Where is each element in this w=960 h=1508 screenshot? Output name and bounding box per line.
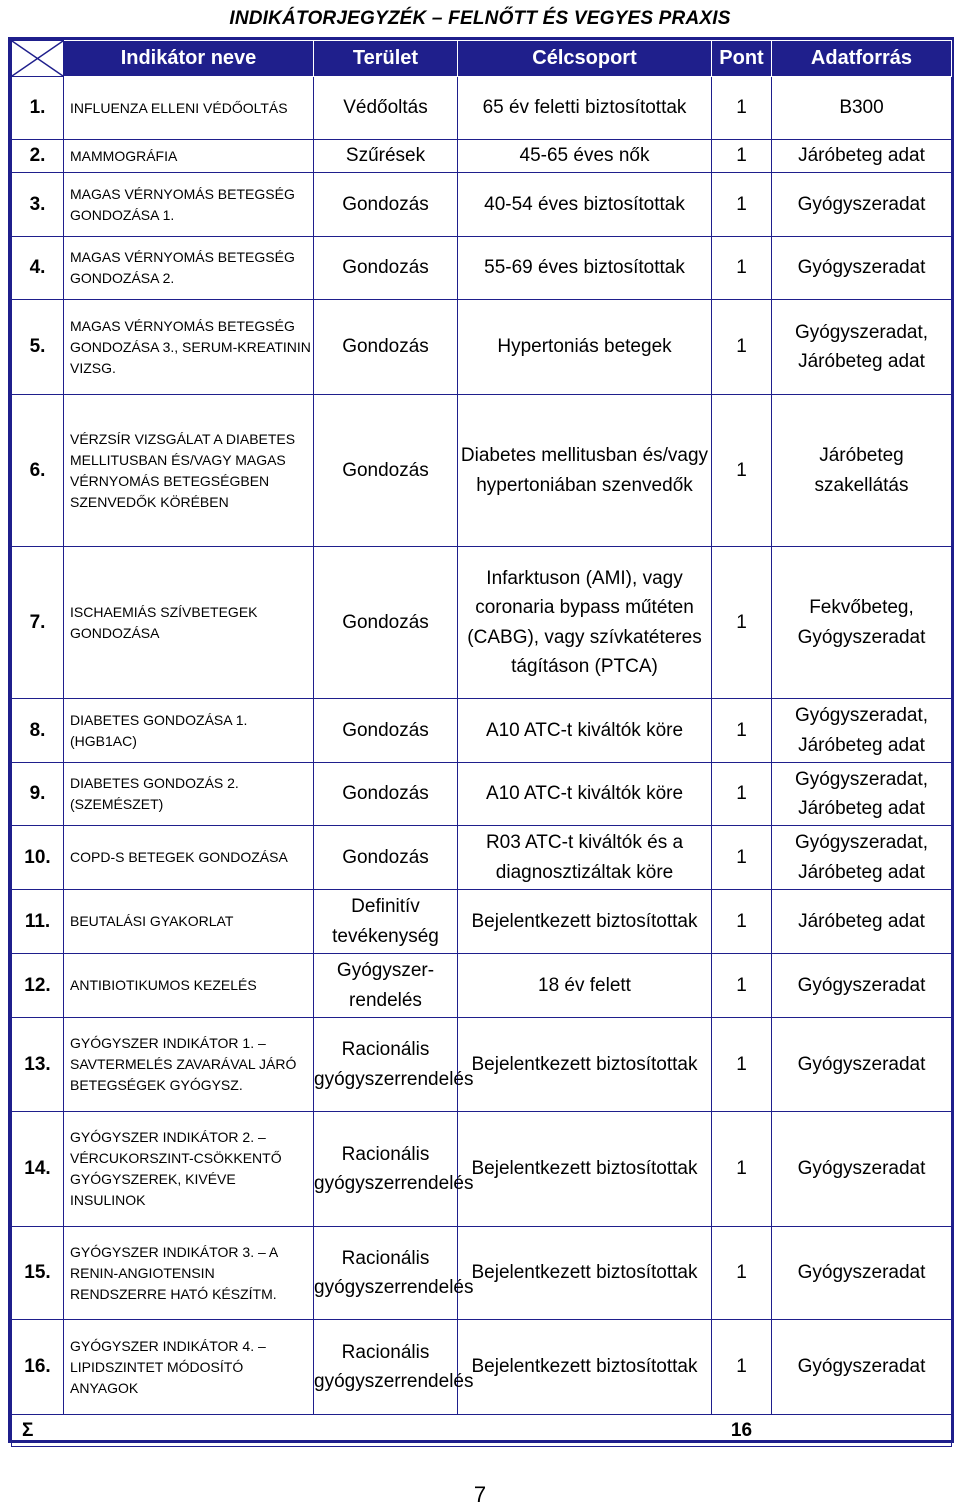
indicator-table-frame — [8, 37, 954, 1443]
indicator-source: Gyógyszeradat — [772, 173, 952, 237]
indicator-points: 1 — [712, 1320, 772, 1415]
indicator-source: Gyógyszeradat — [772, 954, 952, 1018]
row-number: 12. — [12, 954, 64, 1018]
indicator-points: 1 — [712, 547, 772, 699]
indicator-target: Bejelentkezett biztosítottak — [458, 1320, 712, 1415]
indicator-target: A10 ATC-t kiváltók köre — [458, 763, 712, 826]
indicator-name: DIABETES GONDOZÁSA 1. (HGB1AC) — [64, 699, 314, 763]
row-number: 3. — [12, 173, 64, 237]
indicator-source: Járóbeteg szakellátás — [772, 395, 952, 547]
indicator-target: 45-65 éves nők — [458, 140, 712, 173]
indicator-target: A10 ATC-t kiváltók köre — [458, 699, 712, 763]
indicator-points: 1 — [712, 1227, 772, 1320]
row-number: 8. — [12, 699, 64, 763]
indicator-name: VÉRZSÍR VIZSGÁLAT A DIABETES MELLITUSBAN ÉS/VAGY MAGAS VÉRNYOMÁS BETEGSÉGBEN SZENVEDŐK KÖRÉBEN — [64, 395, 314, 547]
table-row — [12, 763, 952, 826]
indicator-source: Gyógyszeradat — [772, 1112, 952, 1227]
indicator-target: 65 év feletti biztosítottak — [458, 77, 712, 140]
table-header-row — [12, 41, 952, 77]
indicator-table — [11, 40, 952, 1447]
indicator-area: Gondozás — [314, 173, 458, 237]
row-number: 1. — [12, 77, 64, 140]
indicator-area: Racionális gyógyszerrendelés — [314, 1320, 458, 1415]
row-number: 4. — [12, 237, 64, 300]
indicator-target: Bejelentkezett biztosítottak — [458, 890, 712, 954]
sum-trailing — [772, 1415, 952, 1447]
indicator-area: Gondozás — [314, 826, 458, 890]
header-points: Pont — [712, 41, 772, 77]
indicator-name: MAGAS VÉRNYOMÁS BETEGSÉG GONDOZÁSA 3., SERUM-KREATININ VIZSG. — [64, 300, 314, 395]
indicator-target: Bejelentkezett biztosítottak — [458, 1018, 712, 1112]
indicator-target: 55-69 éves biztosítottak — [458, 237, 712, 300]
table-row — [12, 826, 952, 890]
indicator-name: GYÓGYSZER INDIKÁTOR 4. – LIPIDSZINTET MÓDOSÍTÓ ANYAGOK — [64, 1320, 314, 1415]
indicator-points: 1 — [712, 890, 772, 954]
indicator-area: Védőoltás — [314, 77, 458, 140]
table-row — [12, 77, 952, 140]
indicator-target: Bejelentkezett biztosítottak — [458, 1112, 712, 1227]
indicator-source: Gyógyszeradat, Járóbeteg adat — [772, 300, 952, 395]
table-row — [12, 395, 952, 547]
indicator-area: Gondozás — [314, 699, 458, 763]
table-row — [12, 1018, 952, 1112]
indicator-source: Fekvőbeteg, Gyógyszeradat — [772, 547, 952, 699]
row-number: 16. — [12, 1320, 64, 1415]
indicator-name: MAMMOGRÁFIA — [64, 140, 314, 173]
indicator-name: BEUTALÁSI GYAKORLAT — [64, 890, 314, 954]
table-row — [12, 699, 952, 763]
table-row — [12, 890, 952, 954]
indicator-area: Gondozás — [314, 237, 458, 300]
indicator-area: Gondozás — [314, 547, 458, 699]
header-area: Terület — [314, 41, 458, 77]
indicator-target: Hypertoniás betegek — [458, 300, 712, 395]
indicator-source: Gyógyszeradat — [772, 1320, 952, 1415]
table-row — [12, 547, 952, 699]
indicator-source: Járóbeteg adat — [772, 890, 952, 954]
header-indicator-name: Indikátor neve — [64, 41, 314, 77]
indicator-name: ANTIBIOTIKUMOS KEZELÉS — [64, 954, 314, 1018]
indicator-points: 1 — [712, 173, 772, 237]
table-row — [12, 1112, 952, 1227]
sum-row — [12, 1415, 952, 1447]
indicator-area: Racionális gyógyszerrendelés — [314, 1227, 458, 1320]
indicator-target: Diabetes mellitusban és/vagy hypertoniában szenvedők — [458, 395, 712, 547]
indicator-points: 1 — [712, 699, 772, 763]
row-number: 7. — [12, 547, 64, 699]
indicator-source: Gyógyszeradat — [772, 1018, 952, 1112]
row-number: 11. — [12, 890, 64, 954]
table-row — [12, 140, 952, 173]
indicator-source: B300 — [772, 77, 952, 140]
indicator-source: Gyógyszeradat — [772, 237, 952, 300]
sum-symbol: Σ — [12, 1415, 64, 1447]
indicator-area: Gondozás — [314, 763, 458, 826]
page-title: INDIKÁTORJEGYZÉK – FELNŐTT ÉS VEGYES PRAXIS — [229, 8, 731, 29]
indicator-source: Gyógyszeradat, Járóbeteg adat — [772, 826, 952, 890]
indicator-name: ISCHAEMIÁS SZÍVBETEGEK GONDOZÁSA — [64, 547, 314, 699]
row-number: 9. — [12, 763, 64, 826]
indicator-source: Gyógyszeradat, Járóbeteg adat — [772, 699, 952, 763]
table-row — [12, 1227, 952, 1320]
indicator-target: 18 év felett — [458, 954, 712, 1018]
indicator-area: Definitív tevékenység — [314, 890, 458, 954]
indicator-points: 1 — [712, 1112, 772, 1227]
sum-spacer — [64, 1415, 712, 1447]
indicator-target: Infarktuson (AMI), vagy coronaria bypass műtéten (CABG), vagy szívkatéteres tágításon (PTCA) — [458, 547, 712, 699]
indicator-name: MAGAS VÉRNYOMÁS BETEGSÉG GONDOZÁSA 1. — [64, 173, 314, 237]
row-number: 10. — [12, 826, 64, 890]
indicator-area: Szűrések — [314, 140, 458, 173]
row-number: 15. — [12, 1227, 64, 1320]
indicator-points: 1 — [712, 77, 772, 140]
indicator-points: 1 — [712, 954, 772, 1018]
indicator-area: Racionális gyógyszerrendelés — [314, 1112, 458, 1227]
header-target-group: Célcsoport — [458, 41, 712, 77]
indicator-name: INFLUENZA ELLENI VÉDŐOLTÁS — [64, 77, 314, 140]
indicator-name: DIABETES GONDOZÁS 2. (SZEMÉSZET) — [64, 763, 314, 826]
indicator-points: 1 — [712, 1018, 772, 1112]
indicator-area: Gondozás — [314, 300, 458, 395]
indicator-name: GYÓGYSZER INDIKÁTOR 3. – A RENIN-ANGIOTENSIN RENDSZERRE HATÓ KÉSZÍTM. — [64, 1227, 314, 1320]
table-row — [12, 1320, 952, 1415]
indicator-source: Gyógyszeradat — [772, 1227, 952, 1320]
row-number: 2. — [12, 140, 64, 173]
row-number: 6. — [12, 395, 64, 547]
indicator-points: 1 — [712, 237, 772, 300]
indicator-source: Gyógyszeradat, Járóbeteg adat — [772, 763, 952, 826]
sum-total: 16 — [712, 1415, 772, 1447]
indicator-points: 1 — [712, 826, 772, 890]
indicator-area: Gondozás — [314, 395, 458, 547]
indicator-name: COPD-S BETEGEK GONDOZÁSA — [64, 826, 314, 890]
cross-icon — [12, 41, 63, 76]
table-row — [12, 173, 952, 237]
indicator-target: Bejelentkezett biztosítottak — [458, 1227, 712, 1320]
row-number: 14. — [12, 1112, 64, 1227]
indicator-name: GYÓGYSZER INDIKÁTOR 2. – VÉRCUKORSZINT-CSÖKKENTŐ GYÓGYSZEREK, KIVÉVE INSULINOK — [64, 1112, 314, 1227]
indicator-name: GYÓGYSZER INDIKÁTOR 1. – SAVTERMELÉS ZAVARÁVAL JÁRÓ BETEGSÉGEK GYÓGYSZ. — [64, 1018, 314, 1112]
header-data-source: Adatforrás — [772, 41, 952, 77]
table-row — [12, 237, 952, 300]
indicator-points: 1 — [712, 395, 772, 547]
page-number: 7 — [473, 1482, 487, 1507]
indicator-target: 40-54 éves biztosítottak — [458, 173, 712, 237]
indicator-area: Racionális gyógyszerrendelés — [314, 1018, 458, 1112]
row-number: 5. — [12, 300, 64, 395]
indicator-points: 1 — [712, 140, 772, 173]
indicator-points: 1 — [712, 763, 772, 826]
table-row — [12, 954, 952, 1018]
indicator-name: MAGAS VÉRNYOMÁS BETEGSÉG GONDOZÁSA 2. — [64, 237, 314, 300]
row-number: 13. — [12, 1018, 64, 1112]
table-row — [12, 300, 952, 395]
indicator-area: Gyógyszer-rendelés — [314, 954, 458, 1018]
indicator-points: 1 — [712, 300, 772, 395]
indicator-target: R03 ATC-t kiváltók és a diagnosztizáltak köre — [458, 826, 712, 890]
indicator-source: Járóbeteg adat — [772, 140, 952, 173]
header-corner-cross — [12, 41, 64, 77]
